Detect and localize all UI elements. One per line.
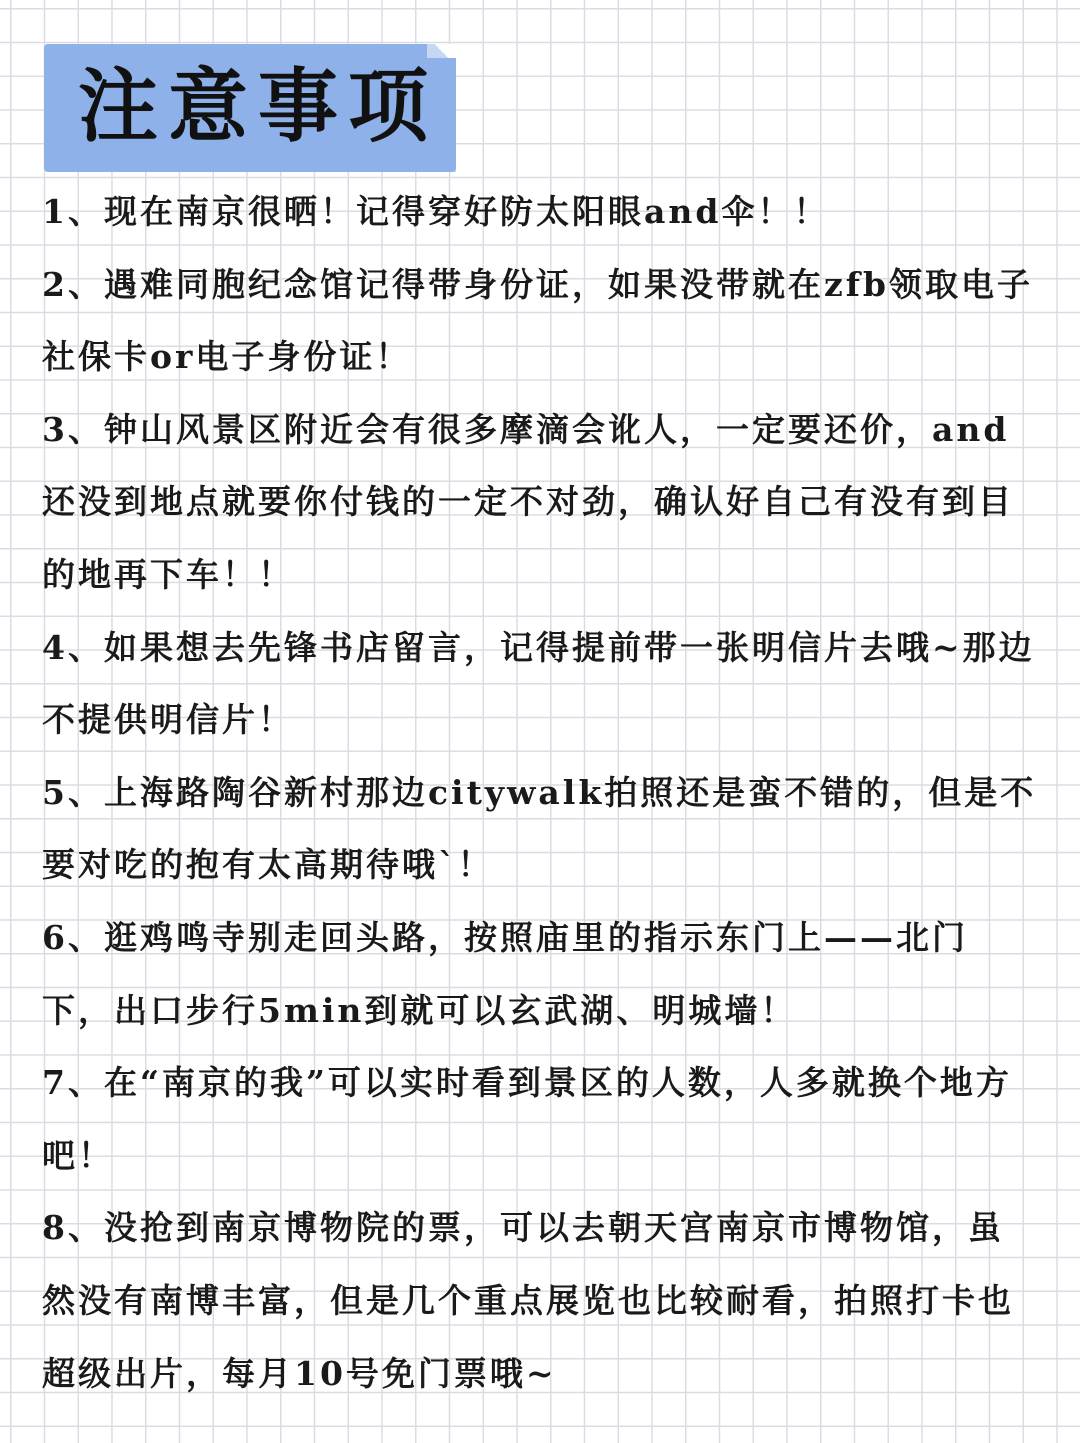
- notes-list: [42, 176, 1038, 1410]
- note-item-6: 6、逛鸡鸣寺别走回头路，按照庙里的指示东门上——北门下，出口步行5min到就可以玄武湖、明城墙！: [42, 917, 968, 1030]
- note-item-3: 3、钟山风景区附近会有很多摩滴会讹人，一定要还价，and还没到地点就要你付钱的一定不对劲，确认好自己有没有到目的地再下车！！: [42, 409, 1014, 594]
- note-item-4: 4、如果想去先锋书店留言，记得提前带一张明信片去哦~那边不提供明信片！: [42, 627, 1035, 740]
- note-item-1: 1、现在南京很晒！记得穿好防太阳眼and伞！！: [42, 192, 830, 231]
- note-item-8: 8、没抢到南京博物院的票，可以去朝天宫南京市博物馆，虽然没有南博丰富，但是几个重点展览也比较耐看，拍照打卡也超级出片，每月10号免门票哦~: [42, 1208, 1014, 1393]
- note-item-5: 5、上海路陶谷新村那边citywalk拍照还是蛮不错的，但是不要对吃的抱有太高期待哦`！: [42, 772, 1037, 885]
- note-item-7: 7、在“南京的我”可以实时看到景区的人数，人多就换个地方吧！: [42, 1063, 1012, 1175]
- page-title: 注意事项: [78, 59, 438, 153]
- note-item-2: 2、遇难同胞纪念馆记得带身份证，如果没带就在zfb领取电子社保卡or电子身份证！: [42, 264, 1033, 377]
